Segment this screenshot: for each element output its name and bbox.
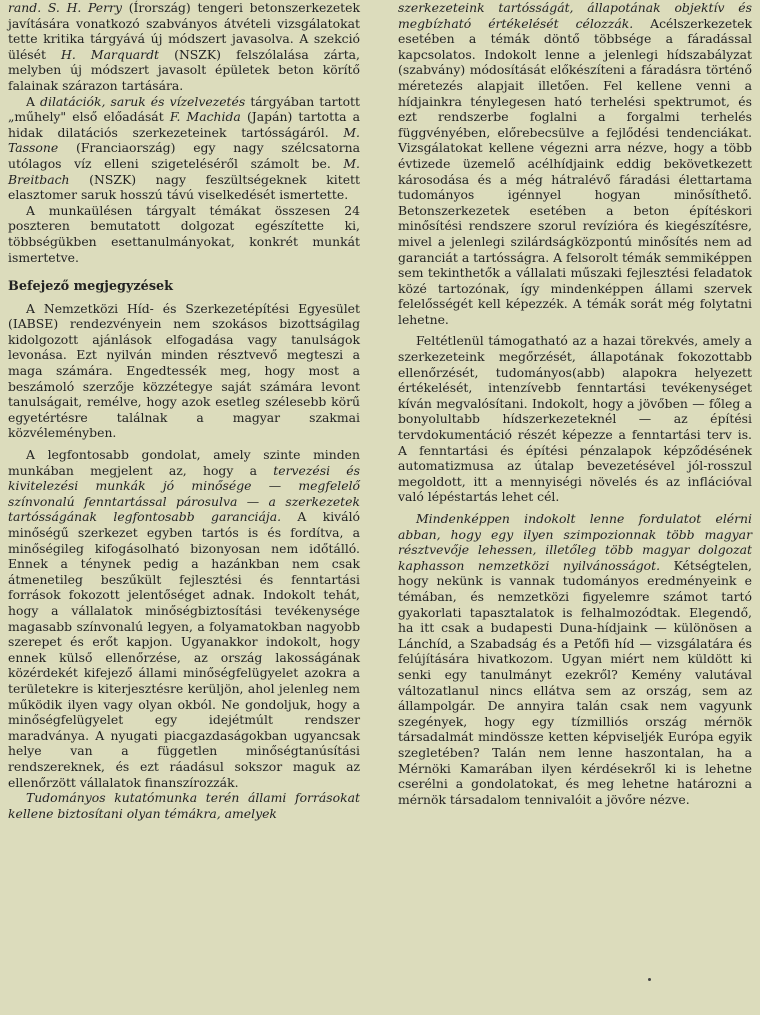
paragraph-iabse: A Nemzetközi Híd- és Szerkezetépítési Egyesület (IABSE) rendezvényein nem szokásos bizottságilag kidolgozott ajánlások elfogadása vagy tanulságok levonása. Ezt nyilván minden résztvevő megteszi a maga számára. Engedtessék meg, hogy most a beszámoló szerzője közzétegye saját számára levont tanulságait, remélve, hogy azok esetleg szélesebb körű egyetértésre találnak a magyar szakmai közvéleményben.: [8, 300, 360, 441]
text-fragment: rand.: [8, 0, 48, 15]
paragraph-maintenance: Feltétlenül támogatható az a hazai törekvés, amely a szerkezeteink megőrzését, állapotának fokozottabb ellenőrzését, tudományos(abb) alapokra helyezett értékelését, intenzívebb fenntartási tevékenységet kíván megvalósítani. Indokolt, hogy a jövőben — főleg a bonyolultabb hídszerkezeteknél — az építési tervdokumentáció részét képezze a fenntartási terv is. A fenntartási és építési pénzalapok képződésének automatizmusa az útalap bevezetésével jól-rosszul megoldott, itt a mennyiségi növelés és az inflációval való lépéstartás lehet cél.: [398, 333, 752, 505]
text-fragment: (Franciaország) egy nagy szélcsatorna utólagos víz elleni szigeteléséről számolt be.: [8, 140, 360, 171]
emphasis-text: tervezési és kivitelezési munkák jó minősége — megfelelő színvonalú fenntartással párosulva — a szerkezetek tartósságának legfontosabb garanciája.: [8, 462, 360, 525]
page-speck: [648, 978, 651, 981]
author-name: H. Marquardt: [61, 46, 160, 62]
author-name: F. Machida: [169, 109, 241, 125]
paragraph-steel-concrete: [398, 0, 752, 327]
text-fragment: Acélszerkezetek esetében a témák döntő többsége a fáradással kapcsolatos. Indokolt lenne a jelenlegi hídszabályzat (szabvány) módosítását előkészíteni a fáradásra történő méretezés alapjait illetően. Fel kellene venni a hídjainkra ténylegesen ható terhelési spektrumot, és ezt rendszerbe foglalni a forgalmi terhelés függvényében, előrebecsülve a fejlődési tendenciákat. Vizsgálatokat kellene végezni arra nézve, hogy a több évtizede üzemelő acélhídjaink eddig bekövetkezett károsodása és a még hátralévő fáradási élettartama tudományos igénnyel hogyan minősíthető. Betonszerkezetek esetében a beton építéskori minősítési rendszere szorul revízióra és kiegészítésre, mivel a jelenlegi szilárdságközpontú minősítés nem ad garanciát a tartósságra. A felsorolt témák semmiképpen sem tekinthetők a vállalati műszaki fejlesztési feladatok közé tartozónak, így mindenképpen állami szervek felelősségét kell képezzék. A témák sorát még folytatni lehetne.: [398, 15, 753, 327]
text-fragment: (Japán) tartotta a hidak dilatációs szerkezeteinek tartósságáról.: [8, 109, 360, 140]
emphasis-text: Tudományos kutatómunka terén állami forrásokat kellene biztosítani olyan témákra, amelyek: [8, 790, 360, 821]
author-name: S. H. Perry: [47, 0, 122, 15]
text-fragment: A kiváló minőségű szerkezet egyben tartós is és fordítva, a minőségileg kifogásolható bizonyosan nem időtálló. Ennek a ténynek pedig a hazánkban nem csak átmenetileg beszűkült fejlesztési és fenntartási források fokozott jelentőséget adnak. Indokolt tehát, hogy a vállalatok minőségbiztosítási tevékenysége magasabb színvonalú legyen, a folyamatokban nagyobb szerepet és erőt kapjon. Ugyanakkor indokolt, hogy ennek külső ellenőrzése, az ország lakosságának közérdekét kifejező állami minőségfelügyelet azokra a területekre is kiterjesztésre kerüljön, ahol jelenleg nem működik ilyen vagy olyan okból. Ne gondoljuk, hogy a minőségfelügyelet egy idejétmúlt rendszer maradványa. A nyugati piacgazdaságokban ugyancsak helye van a független minőségtanúsítási rendszereknek, és ezt ráadásul sokszor maguk az ellenőrzött vállalatok finanszírozzák.: [8, 509, 360, 790]
text-fragment: Kétségtelen, hogy nekünk is vannak tudományos eredményeink e témában, és nemzetközi figyelemre számot tartó gyakorlati tapasztalatok is felhalmozódtak. Elegendő, ha itt csak a budapesti Duna-hídjaink — különösen a Lánchíd, a Szabadság és a Petőfi híd — vizsgálatára és felújítására hivatkozom. Ugyan miért nem küldött ki senki egy tanulmányt ezekről? Kemény valutával változatlanul nincs ellátva sem az ország, sem az állampolgár. De annyira talán csak nem vagyunk szegények, hogy egy tízmilliós ország mérnök társadalmát mindössze ketten képviseljék Európa egyik szegletében? Talán nem lenne haszontalan, ha a Mérnöki Kamarában ilyen kérdésekről ki is lehetne cserélni a gondolatokat, és meg lehetne határozni a mérnök társadalom tennivalóit a jövőre nézve.: [398, 557, 752, 807]
author-name: M. Tassone: [8, 124, 360, 156]
topic-title: dilatációk, saruk és vízelvezetés: [40, 93, 246, 109]
text-fragment: A: [26, 93, 41, 109]
text-fragment: (NSZK) nagy feszültségeknek kitett elasztomer saruk hosszú távú viselkedését ismertette.: [8, 171, 360, 203]
emphasis-text: szerkezeteink tartósságát, állapotának objektív és megbízható értékelését célozzák.: [398, 0, 752, 31]
right-column: [398, 0, 752, 807]
paragraph-participation: [398, 511, 752, 807]
paragraph-quality: [8, 447, 360, 790]
emphasis-text: Mindenképpen indokolt lenne fordulatot elérni abban, hogy egy ilyen szimpozionnak több magyar résztvevője lehessen, illetőleg több magyar dolgozat kaphasson nemzetközi nyilvánosságot.: [398, 511, 752, 573]
paragraph-perry: [8, 0, 360, 94]
text-fragment: tárgyában tartott „műhely" első előadását: [8, 93, 360, 125]
paragraph-posters: A munkaülésen tárgyalt témákat összesen 24 poszteren bemutatott dolgozat egészítette ki, többségükben esettanulmányokat, konkrét munkát ismertetve.: [8, 202, 360, 265]
paragraph-dilatation-workshop: [8, 94, 360, 203]
left-column: [8, 0, 360, 821]
text-fragment: A legfontosabb gondolat, amely szinte minden munkában megjelent az, hogy a: [8, 447, 360, 478]
section-heading: Befejező megjegyzések: [8, 279, 174, 295]
author-name: M. Breitbach: [8, 155, 360, 187]
text-fragment: (NSZK) felszólalása zárta, melyben új módszert javasolt épületek beton körítő falainak szárazon tartására.: [8, 46, 360, 93]
text-fragment: (Írország) tengeri betonszerkezetek javítására vonatkozó szabványos átvételi vizsgálatokat tette kritika tárgyává új módszert javasolva. A szekció ülését: [8, 0, 360, 62]
paragraph-research: [8, 790, 360, 821]
